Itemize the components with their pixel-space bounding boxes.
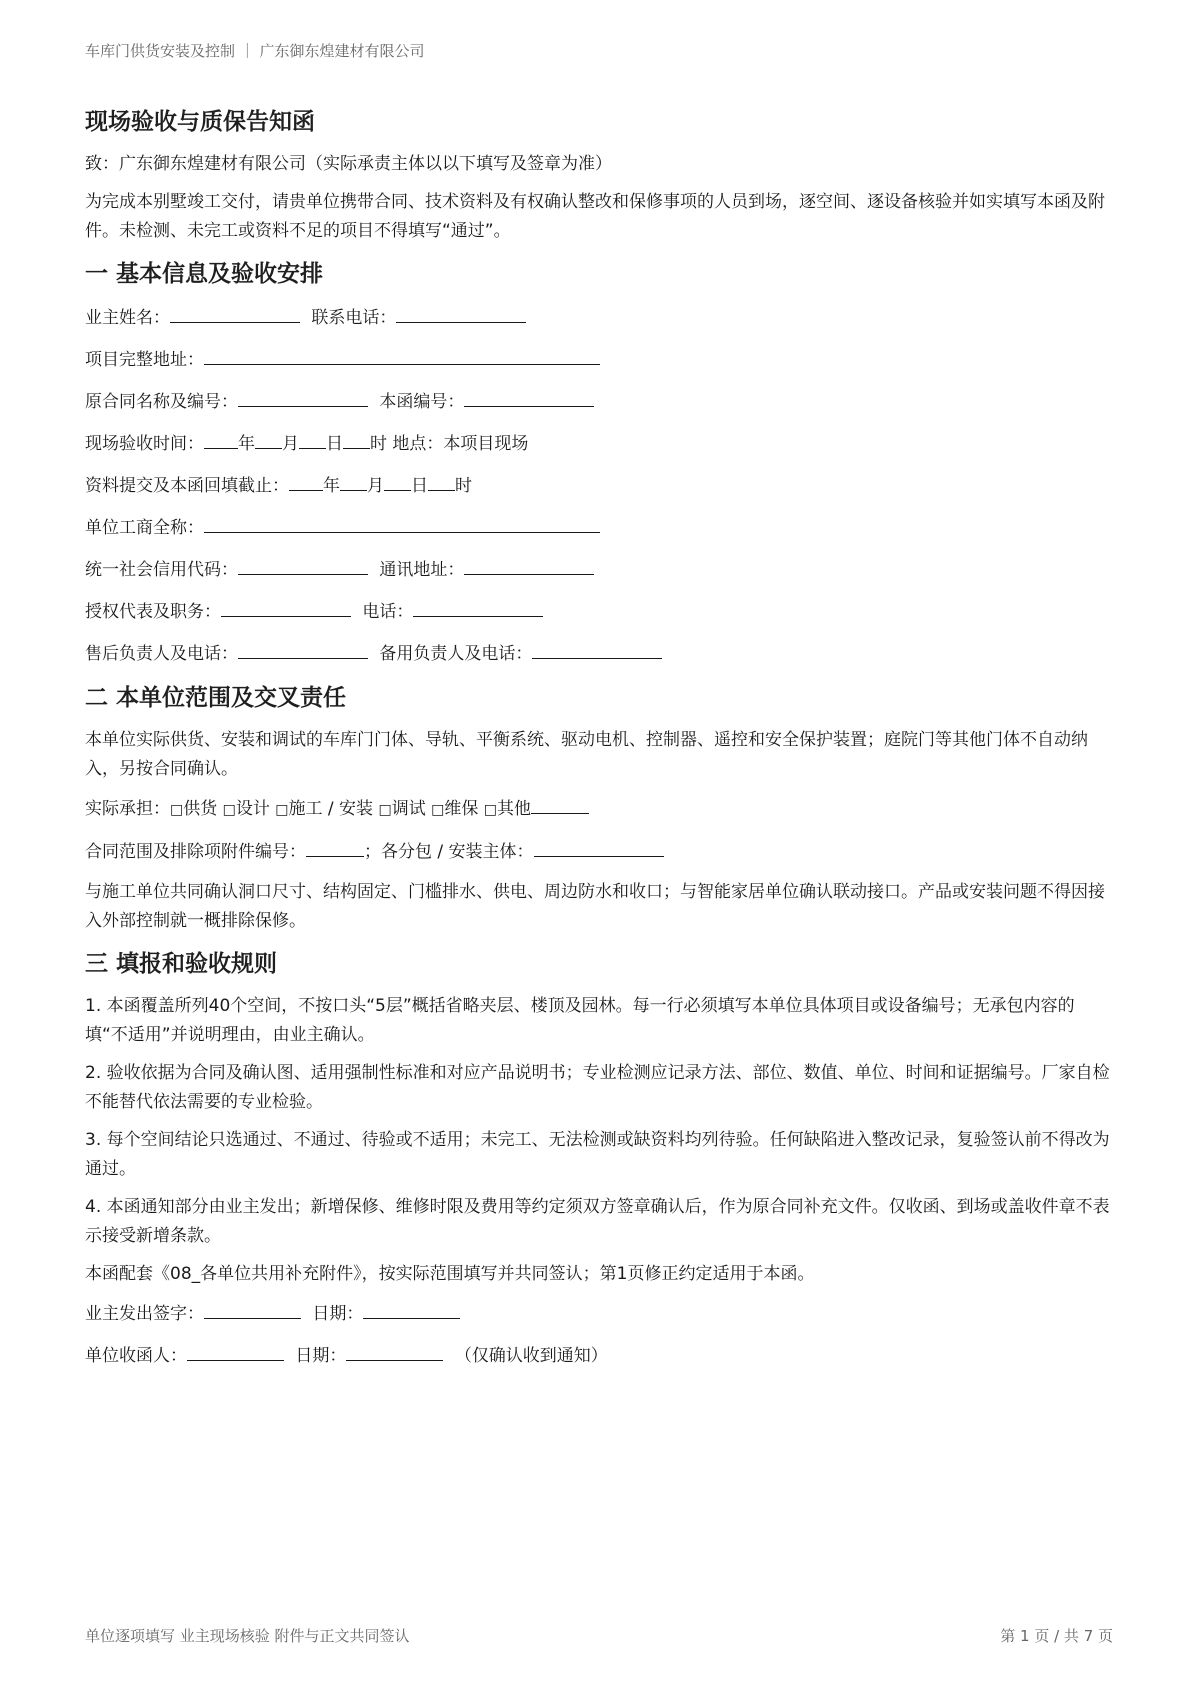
deadline-day-field[interactable]: [384, 470, 411, 491]
aftersale-field[interactable]: [238, 638, 368, 659]
rep-phone-label: 电话：: [362, 602, 414, 622]
letter-no-field[interactable]: [464, 386, 594, 407]
annex-row: [85, 836, 1113, 867]
deadline-hour-label: 时: [455, 476, 472, 496]
sub-label: ；各分包 / 安装主体：: [364, 842, 534, 862]
contract-name-label: 原合同名称及编号：: [85, 392, 238, 412]
subcontractor-field[interactable]: [534, 836, 664, 857]
footer-note: 单位逐项填写 业主现场核验 附件与正文共同签认: [85, 1627, 410, 1645]
backup-label: 备用负责人及电话：: [379, 644, 533, 664]
inspect-time-row: [85, 428, 1113, 459]
confirm-note: （仅确认收到通知）: [454, 1346, 608, 1366]
opt-maintain-label: 维保: [444, 799, 479, 819]
day-label: 日: [326, 434, 343, 454]
aftersale-row: [85, 638, 1113, 669]
inspect-year-field[interactable]: [204, 428, 238, 449]
addressee: 致：广东御东煌建材有限公司（实际承责主体以以下填写及签章为准）: [85, 154, 612, 174]
section-3-heading: 三 填报和验收规则: [85, 951, 278, 977]
rule-4: 4. 本函通知部分由业主发出；新增保修、维修时限及费用等约定须双方签章确认后，作为原合同补充文件。仅收函、到场或盖收件章不表示接受新增条款。: [85, 1197, 1110, 1246]
company-row: [85, 512, 1113, 543]
opt-install-label: 施工 / 安装: [288, 799, 374, 819]
contact-phone-field[interactable]: [396, 302, 526, 323]
project-address-field[interactable]: [204, 344, 600, 365]
rep-row: [85, 596, 1113, 627]
page-number: 第 1 页 / 共 7 页: [1000, 1627, 1113, 1645]
intro-paragraph: 为完成本别墅竣工交付，请贵单位携带合同、技术资料及有权确认整改和保修事项的人员到场，逐空间、逐设备核验并如实填写本函及附件。未检测、未完工或资料不足的项目不得填写“通过”。: [85, 192, 1105, 241]
checkbox-design[interactable]: □: [222, 802, 236, 818]
deadline-day-label: 日: [411, 476, 428, 496]
owner-date-label: 日期：: [312, 1304, 364, 1324]
opt-debug-label: 调试: [391, 799, 426, 819]
opt-other-label: 其他: [496, 799, 531, 819]
owner-sign-field[interactable]: [204, 1298, 301, 1319]
deadline-year-field[interactable]: [289, 470, 323, 491]
actual-responsibility-row: [85, 793, 1113, 825]
deadline-label: 资料提交及本函回填截止：: [85, 476, 289, 496]
hour-label: 时: [370, 434, 387, 454]
rep-position-field[interactable]: [221, 596, 351, 617]
unit-date-label: 日期：: [295, 1346, 347, 1366]
mail-address-label: 通讯地址：: [379, 560, 465, 580]
owner-date-field[interactable]: [363, 1298, 460, 1319]
owner-row: [85, 302, 1113, 333]
document-title: 现场验收与质保告知函: [85, 109, 315, 135]
rule-2: 2. 验收依据为合同及确认图、适用强制性标准和对应产品说明书；专业检测应记录方法、部位、数值、单位、时间和证据编号。厂家自检不能替代依法需要的专业检验。: [85, 1063, 1110, 1112]
section-1-heading: 一 基本信息及验收安排: [85, 261, 324, 287]
letter-no-label: 本函编号：: [379, 392, 465, 412]
page-header: 车库门供货安装及控制 ｜ 广东御东煌建材有限公司: [85, 42, 425, 60]
credit-row: [85, 554, 1113, 585]
rule-1: 1. 本函覆盖所列40个空间，不按口头“5层”概括省略夹层、楼顶及园林。每一行必须填写本单位具体项目或设备编号；无承包内容的填“不适用”并说明理由，由业主确认。: [85, 996, 1075, 1045]
unit-date-field[interactable]: [346, 1340, 443, 1361]
checkbox-install[interactable]: □: [275, 802, 289, 818]
scope-paragraph: 本单位实际供货、安装和调试的车库门门体、导轨、平衡系统、驱动电机、控制器、遥控和安全保护装置；庭院门等其他门体不自动纳入，另按合同确认。: [85, 730, 1088, 779]
company-name-label: 单位工商全称：: [85, 518, 204, 538]
owner-sign-row: [85, 1298, 1113, 1329]
annex-note: 本函配套《08_各单位共用补充附件》，按实际范围填写并共同签认；第1页修正约定适用于本函。: [85, 1264, 815, 1284]
location-text: 地点：本项目现场: [392, 434, 529, 454]
deadline-month-label: 月: [367, 476, 384, 496]
deadline-hour-field[interactable]: [428, 470, 455, 491]
year-label: 年: [238, 434, 255, 454]
rep-position-label: 授权代表及职务：: [85, 602, 221, 622]
unit-receive-field[interactable]: [187, 1340, 284, 1361]
inspect-hour-field[interactable]: [343, 428, 370, 449]
rep-phone-field[interactable]: [413, 596, 543, 617]
section-2-heading: 二 本单位范围及交叉责任: [85, 685, 347, 711]
inspect-day-field[interactable]: [299, 428, 326, 449]
company-name-field[interactable]: [204, 512, 600, 533]
annex-label: 合同范围及排除项附件编号：: [85, 842, 306, 862]
mail-address-field[interactable]: [464, 554, 594, 575]
credit-code-label: 统一社会信用代码：: [85, 560, 238, 580]
checkbox-supply[interactable]: □: [170, 802, 184, 818]
aftersale-label: 售后负责人及电话：: [85, 644, 238, 664]
annex-no-field[interactable]: [306, 836, 364, 857]
actual-label: 实际承担：: [85, 799, 170, 819]
contract-name-field[interactable]: [238, 386, 368, 407]
deadline-year-label: 年: [323, 476, 340, 496]
document-body: [85, 104, 1113, 1382]
credit-code-field[interactable]: [238, 554, 368, 575]
contract-row: [85, 386, 1113, 417]
checkbox-maintain[interactable]: □: [431, 802, 445, 818]
inspect-month-field[interactable]: [255, 428, 282, 449]
inspect-time-label: 现场验收时间：: [85, 434, 204, 454]
owner-name-label: 业主姓名：: [85, 308, 170, 328]
unit-receive-label: 单位收函人：: [85, 1346, 187, 1366]
deadline-row: [85, 470, 1113, 501]
opt-supply-label: 供货: [183, 799, 218, 819]
checkbox-debug[interactable]: □: [378, 802, 392, 818]
deadline-month-field[interactable]: [340, 470, 367, 491]
address-row: [85, 344, 1113, 375]
owner-name-field[interactable]: [170, 302, 300, 323]
backup-field[interactable]: [532, 638, 662, 659]
other-field[interactable]: [531, 793, 589, 814]
contact-phone-label: 联系电话：: [311, 308, 397, 328]
unit-receive-row: [85, 1340, 1113, 1371]
owner-sign-label: 业主发出签字：: [85, 1304, 204, 1324]
rule-3: 3. 每个空间结论只选通过、不通过、待验或不适用；未完工、无法检测或缺资料均列待验。任何缺陷进入整改记录，复验签认前不得改为通过。: [85, 1130, 1110, 1179]
project-address-label: 项目完整地址：: [85, 350, 204, 370]
month-label: 月: [282, 434, 299, 454]
checkbox-other[interactable]: □: [483, 802, 497, 818]
opt-design-label: 设计: [235, 799, 270, 819]
interface-paragraph: 与施工单位共同确认洞口尺寸、结构固定、门槛排水、供电、周边防水和收口；与智能家居单位确认联动接口。产品或安装问题不得因接入外部控制就一概排除保修。: [85, 882, 1105, 931]
